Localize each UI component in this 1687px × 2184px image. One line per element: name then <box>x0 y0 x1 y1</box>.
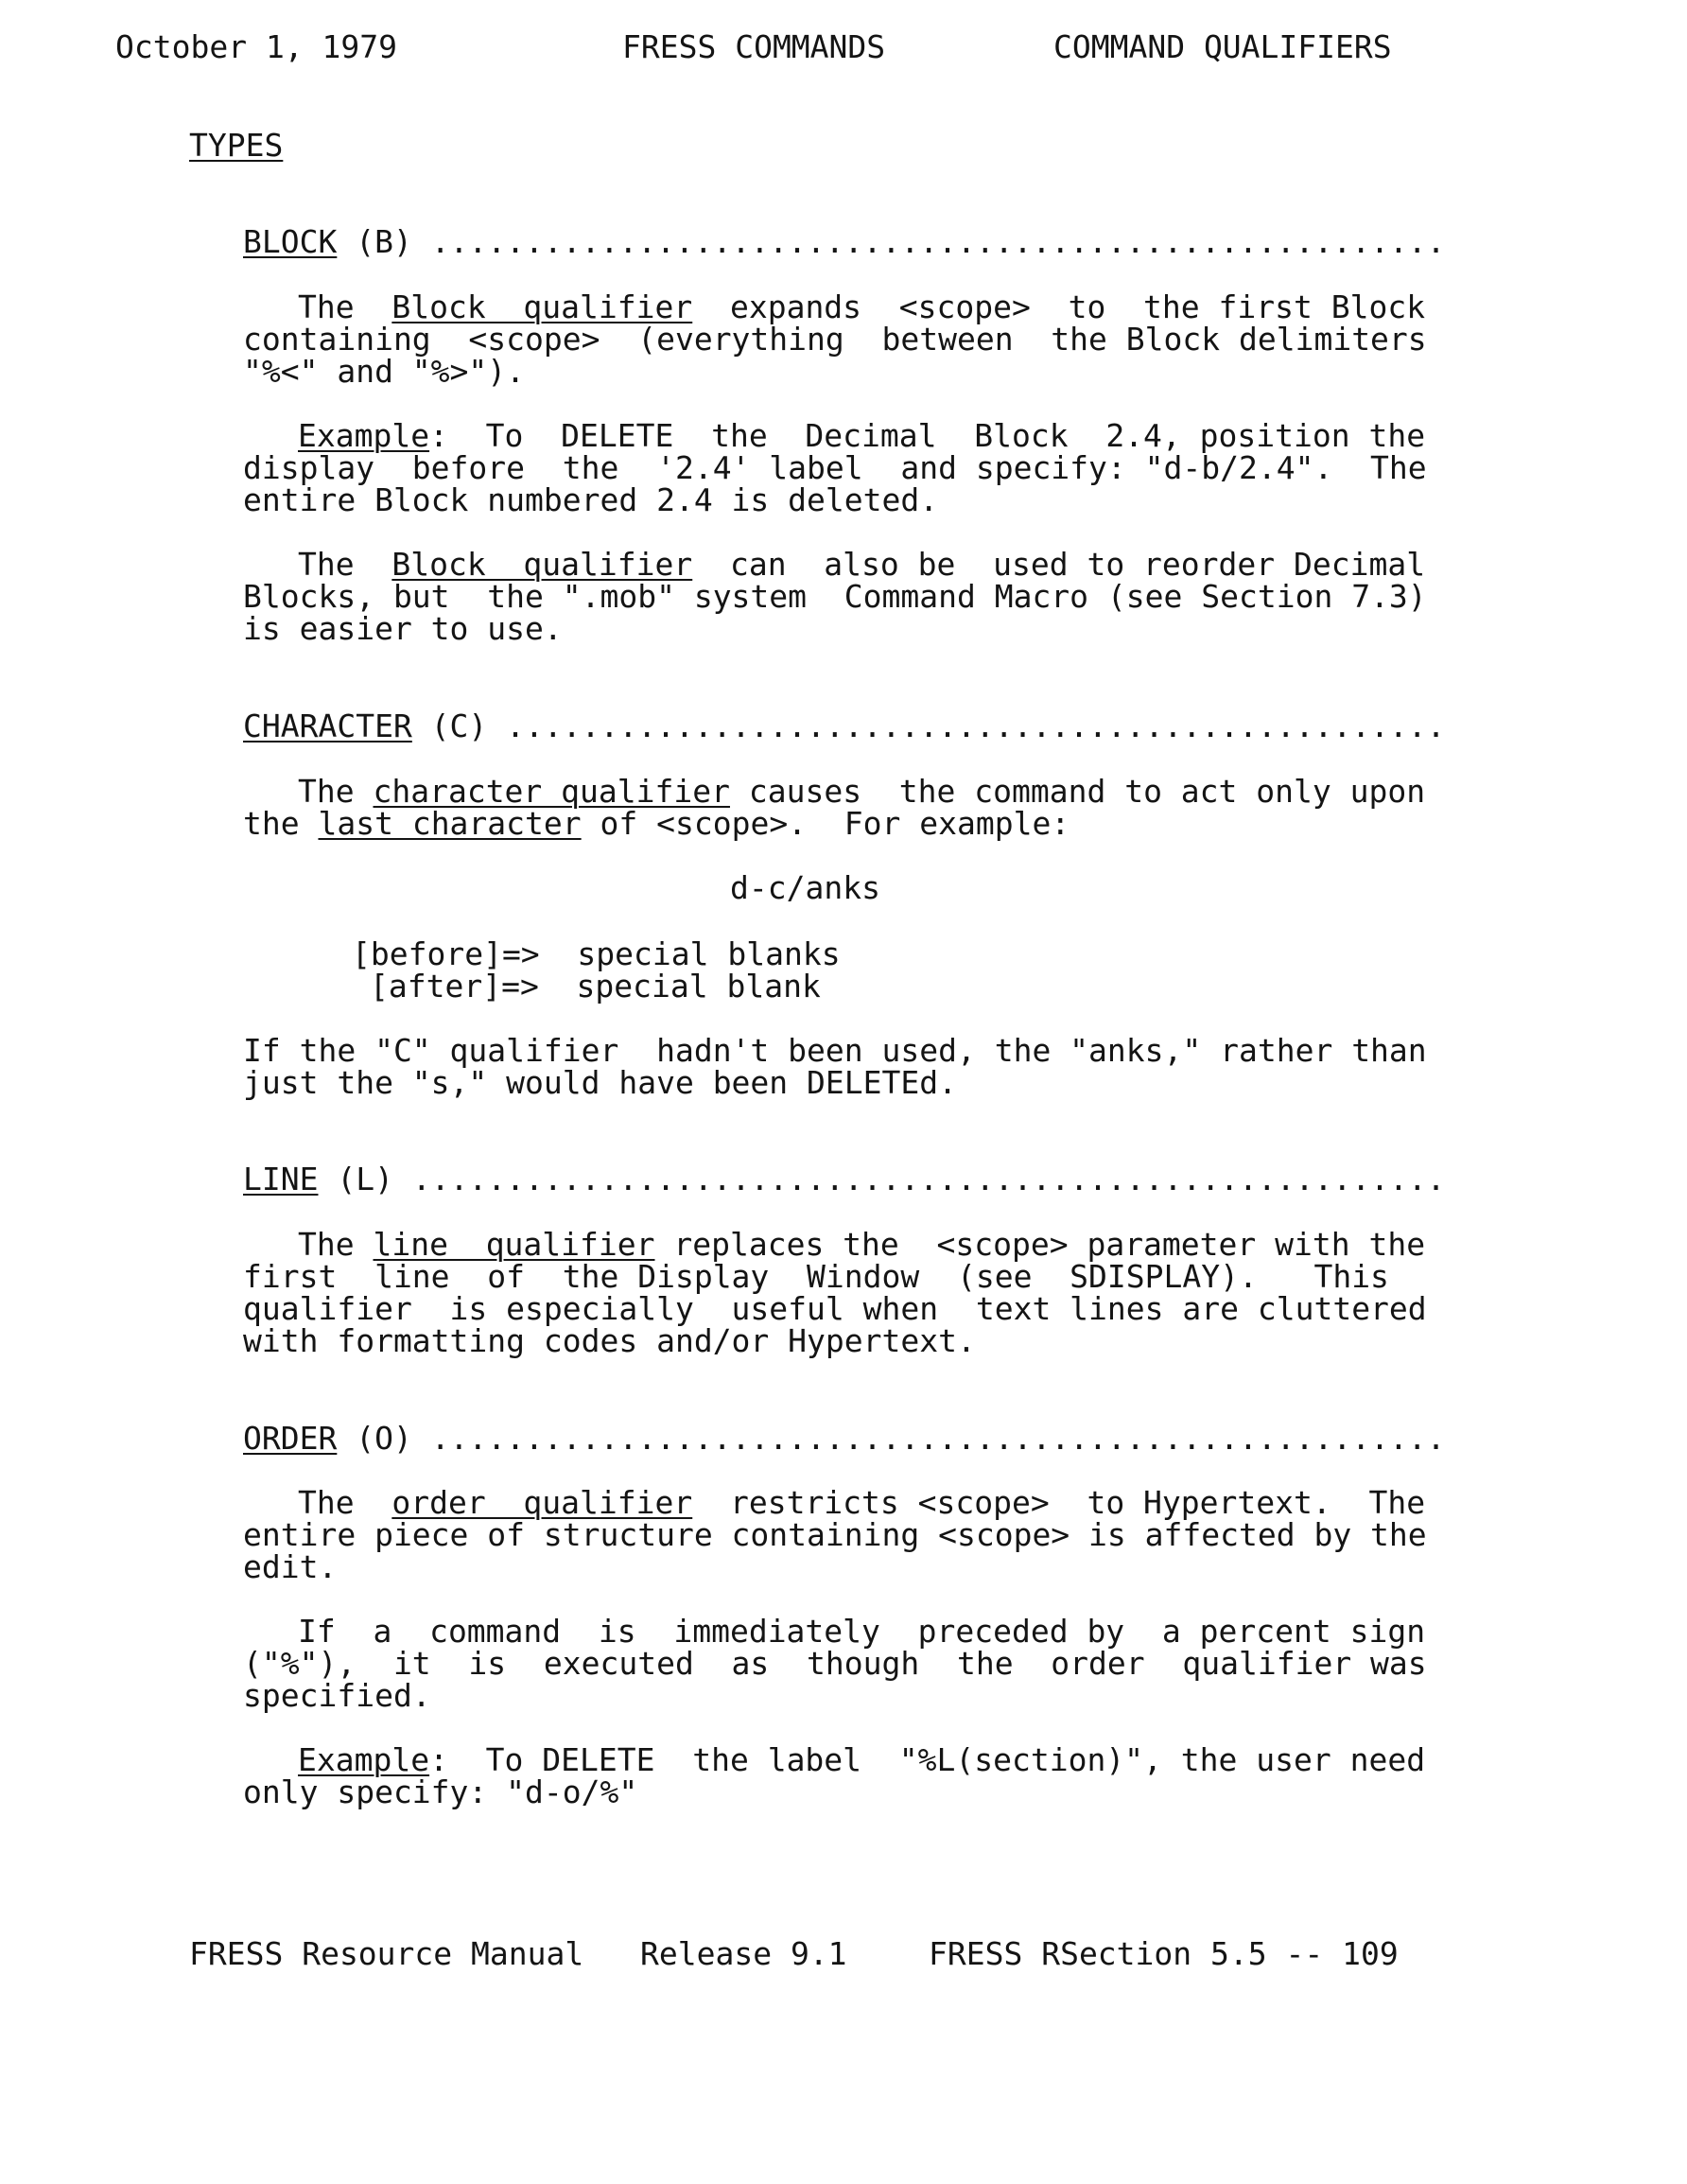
block-p1-line1: The Block qualifier expands <scope> to the first Block <box>298 288 1426 325</box>
block-p1-line2: containing <scope> (everything between the Block delimiters <box>243 321 1427 358</box>
block-heading: BLOCK (B) ...................................................... <box>243 223 1446 260</box>
footer-manual: FRESS Resource Manual <box>189 1935 584 1972</box>
block-p3-line2: Blocks, but the ".mob" system Command Macro (see Section 7.3) <box>243 578 1427 615</box>
order-p1-line1: The order qualifier restricts <scope> to Hypertext. The <box>298 1484 1426 1521</box>
before-line: [before]=> special blanks <box>352 935 841 972</box>
line-heading: LINE (L) ....................................................... <box>243 1161 1446 1197</box>
order-p3-line2: only specify: "d-o/%" <box>243 1773 638 1810</box>
character-p1-line2: the last character of <scope>. For example: <box>243 805 1070 842</box>
block-p3-line3: is easier to use. <box>243 610 563 647</box>
block-qualifier-term: Block qualifier <box>391 288 693 325</box>
block-p2-line1: Example: To DELETE the Decimal Block 2.4, position the <box>298 417 1426 454</box>
line-qualifier-term: line qualifier <box>373 1226 655 1263</box>
order-p1-line2: entire piece of structure containing <scope> is affected by the <box>243 1516 1427 1553</box>
footer-release: Release 9.1 <box>640 1935 847 1972</box>
after-line: [after]=> special blank <box>370 968 821 1005</box>
example-label: Example <box>298 1741 430 1778</box>
character-heading: CHARACTER (C) .................................................. <box>243 708 1446 744</box>
types-heading: TYPES <box>189 127 284 164</box>
footer-page: FRESS RSection 5.5 -- 109 <box>929 1935 1399 1972</box>
character-p1-line1: The character qualifier causes the command to act only upon <box>298 773 1426 810</box>
block-qualifier-term: Block qualifier <box>391 546 693 583</box>
header-date: October 1, 1979 <box>115 28 398 65</box>
character-qualifier-term: character qualifier <box>373 773 730 810</box>
dot-leader: ...................................................... <box>430 1420 1446 1457</box>
line-p1-line3: qualifier is especially useful when text lines are cluttered <box>243 1290 1427 1327</box>
block-p3-line1: The Block qualifier can also be used to reorder Decimal <box>298 546 1426 583</box>
block-p2-line2: display before the '2.4' label and specify: "d-b/2.4". The <box>243 449 1427 486</box>
block-name: BLOCK <box>243 223 338 260</box>
order-p3-line1: Example: To DELETE the label "%L(section)", the user need <box>298 1741 1426 1778</box>
character-p2-line1: If the "C" qualifier hadn't been used, the "anks," rather than <box>243 1032 1427 1069</box>
dot-leader: .................................................. <box>506 708 1446 744</box>
line-name: LINE <box>243 1161 319 1197</box>
block-p2-line3: entire Block numbered 2.4 is deleted. <box>243 481 939 518</box>
character-name: CHARACTER <box>243 708 412 744</box>
order-p2-line3: specified. <box>243 1677 431 1714</box>
line-p1-line2: first line of the Display Window (see SDISPLAY). This <box>243 1258 1389 1295</box>
header-title: FRESS COMMANDS <box>622 28 886 65</box>
dot-leader: ....................................................... <box>411 1161 1446 1197</box>
header-section: COMMAND QUALIFIERS <box>1053 28 1392 65</box>
block-p1-line3: "%<" and "%>"). <box>243 353 526 390</box>
order-p2-line1: If a command is immediately preceded by a percent sign <box>298 1613 1426 1650</box>
line-p1-line1: The line qualifier replaces the <scope> parameter with the <box>298 1226 1426 1263</box>
order-heading: ORDER (O) ...................................................... <box>243 1420 1446 1457</box>
example-label: Example <box>298 417 430 454</box>
dot-leader: ...................................................... <box>430 223 1446 260</box>
example-command: d-c/anks <box>730 869 880 906</box>
order-p2-line2: ("%"), it is executed as though the order qualifier was <box>243 1645 1427 1682</box>
order-p1-line3: edit. <box>243 1548 338 1585</box>
order-name: ORDER <box>243 1420 338 1457</box>
last-character-term: last character <box>318 805 582 842</box>
line-p1-line4: with formatting codes and/or Hypertext. <box>243 1322 976 1359</box>
character-p2-line2: just the "s," would have been DELETEd. <box>243 1064 957 1101</box>
order-qualifier-term: order qualifier <box>391 1484 693 1521</box>
